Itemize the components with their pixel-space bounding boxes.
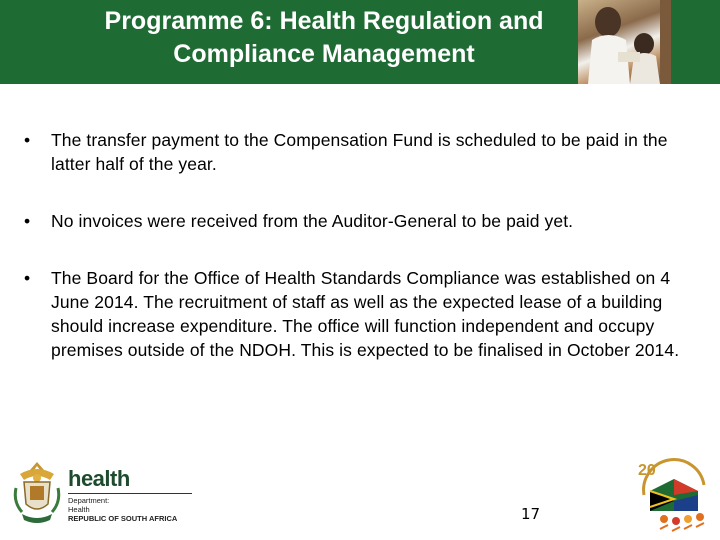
brand-wordmark: health [68, 466, 130, 491]
bullet-item: • The transfer payment to the Compensation Fund is scheduled to be paid in the latter half of the year. [24, 128, 704, 176]
slide-title [40, 5, 608, 71]
figure-icon [672, 517, 680, 525]
slide-header [0, 0, 720, 84]
figure-icon [660, 515, 668, 523]
coat-of-arms-icon [10, 458, 64, 528]
figure-icon [696, 513, 704, 521]
page-number: 17 [521, 505, 541, 523]
brand-divider [68, 493, 192, 494]
bullet-item: • The Board for the Office of Health Standards Compliance was established on 4 June 2014. The recruitment of staff as well as the expected lease of a building should increase expenditure. The office will function independent and occupy premises outside of the NDOH. This is expected to be finalised in October 2014. [24, 266, 704, 362]
bullet-list [24, 128, 704, 395]
bullet-item: • No invoices were received from the Auditor-General to be paid yet. [24, 209, 704, 233]
department-of-health-logo [10, 458, 195, 528]
slide-title-line-2: Compliance Management [173, 40, 475, 68]
country-name: REPUBLIC OF SOUTH AFRICA [68, 514, 178, 523]
department-name: Health [68, 505, 90, 514]
slide-title-line-1: Programme 6: Health Regulation and [104, 7, 544, 35]
header-photo [578, 0, 671, 84]
department-label: Department: [68, 496, 110, 505]
twenty-years-logo [634, 455, 714, 535]
anniversary-number: 20 [638, 462, 656, 479]
figure-icon [684, 515, 692, 523]
department-text [68, 496, 177, 523]
